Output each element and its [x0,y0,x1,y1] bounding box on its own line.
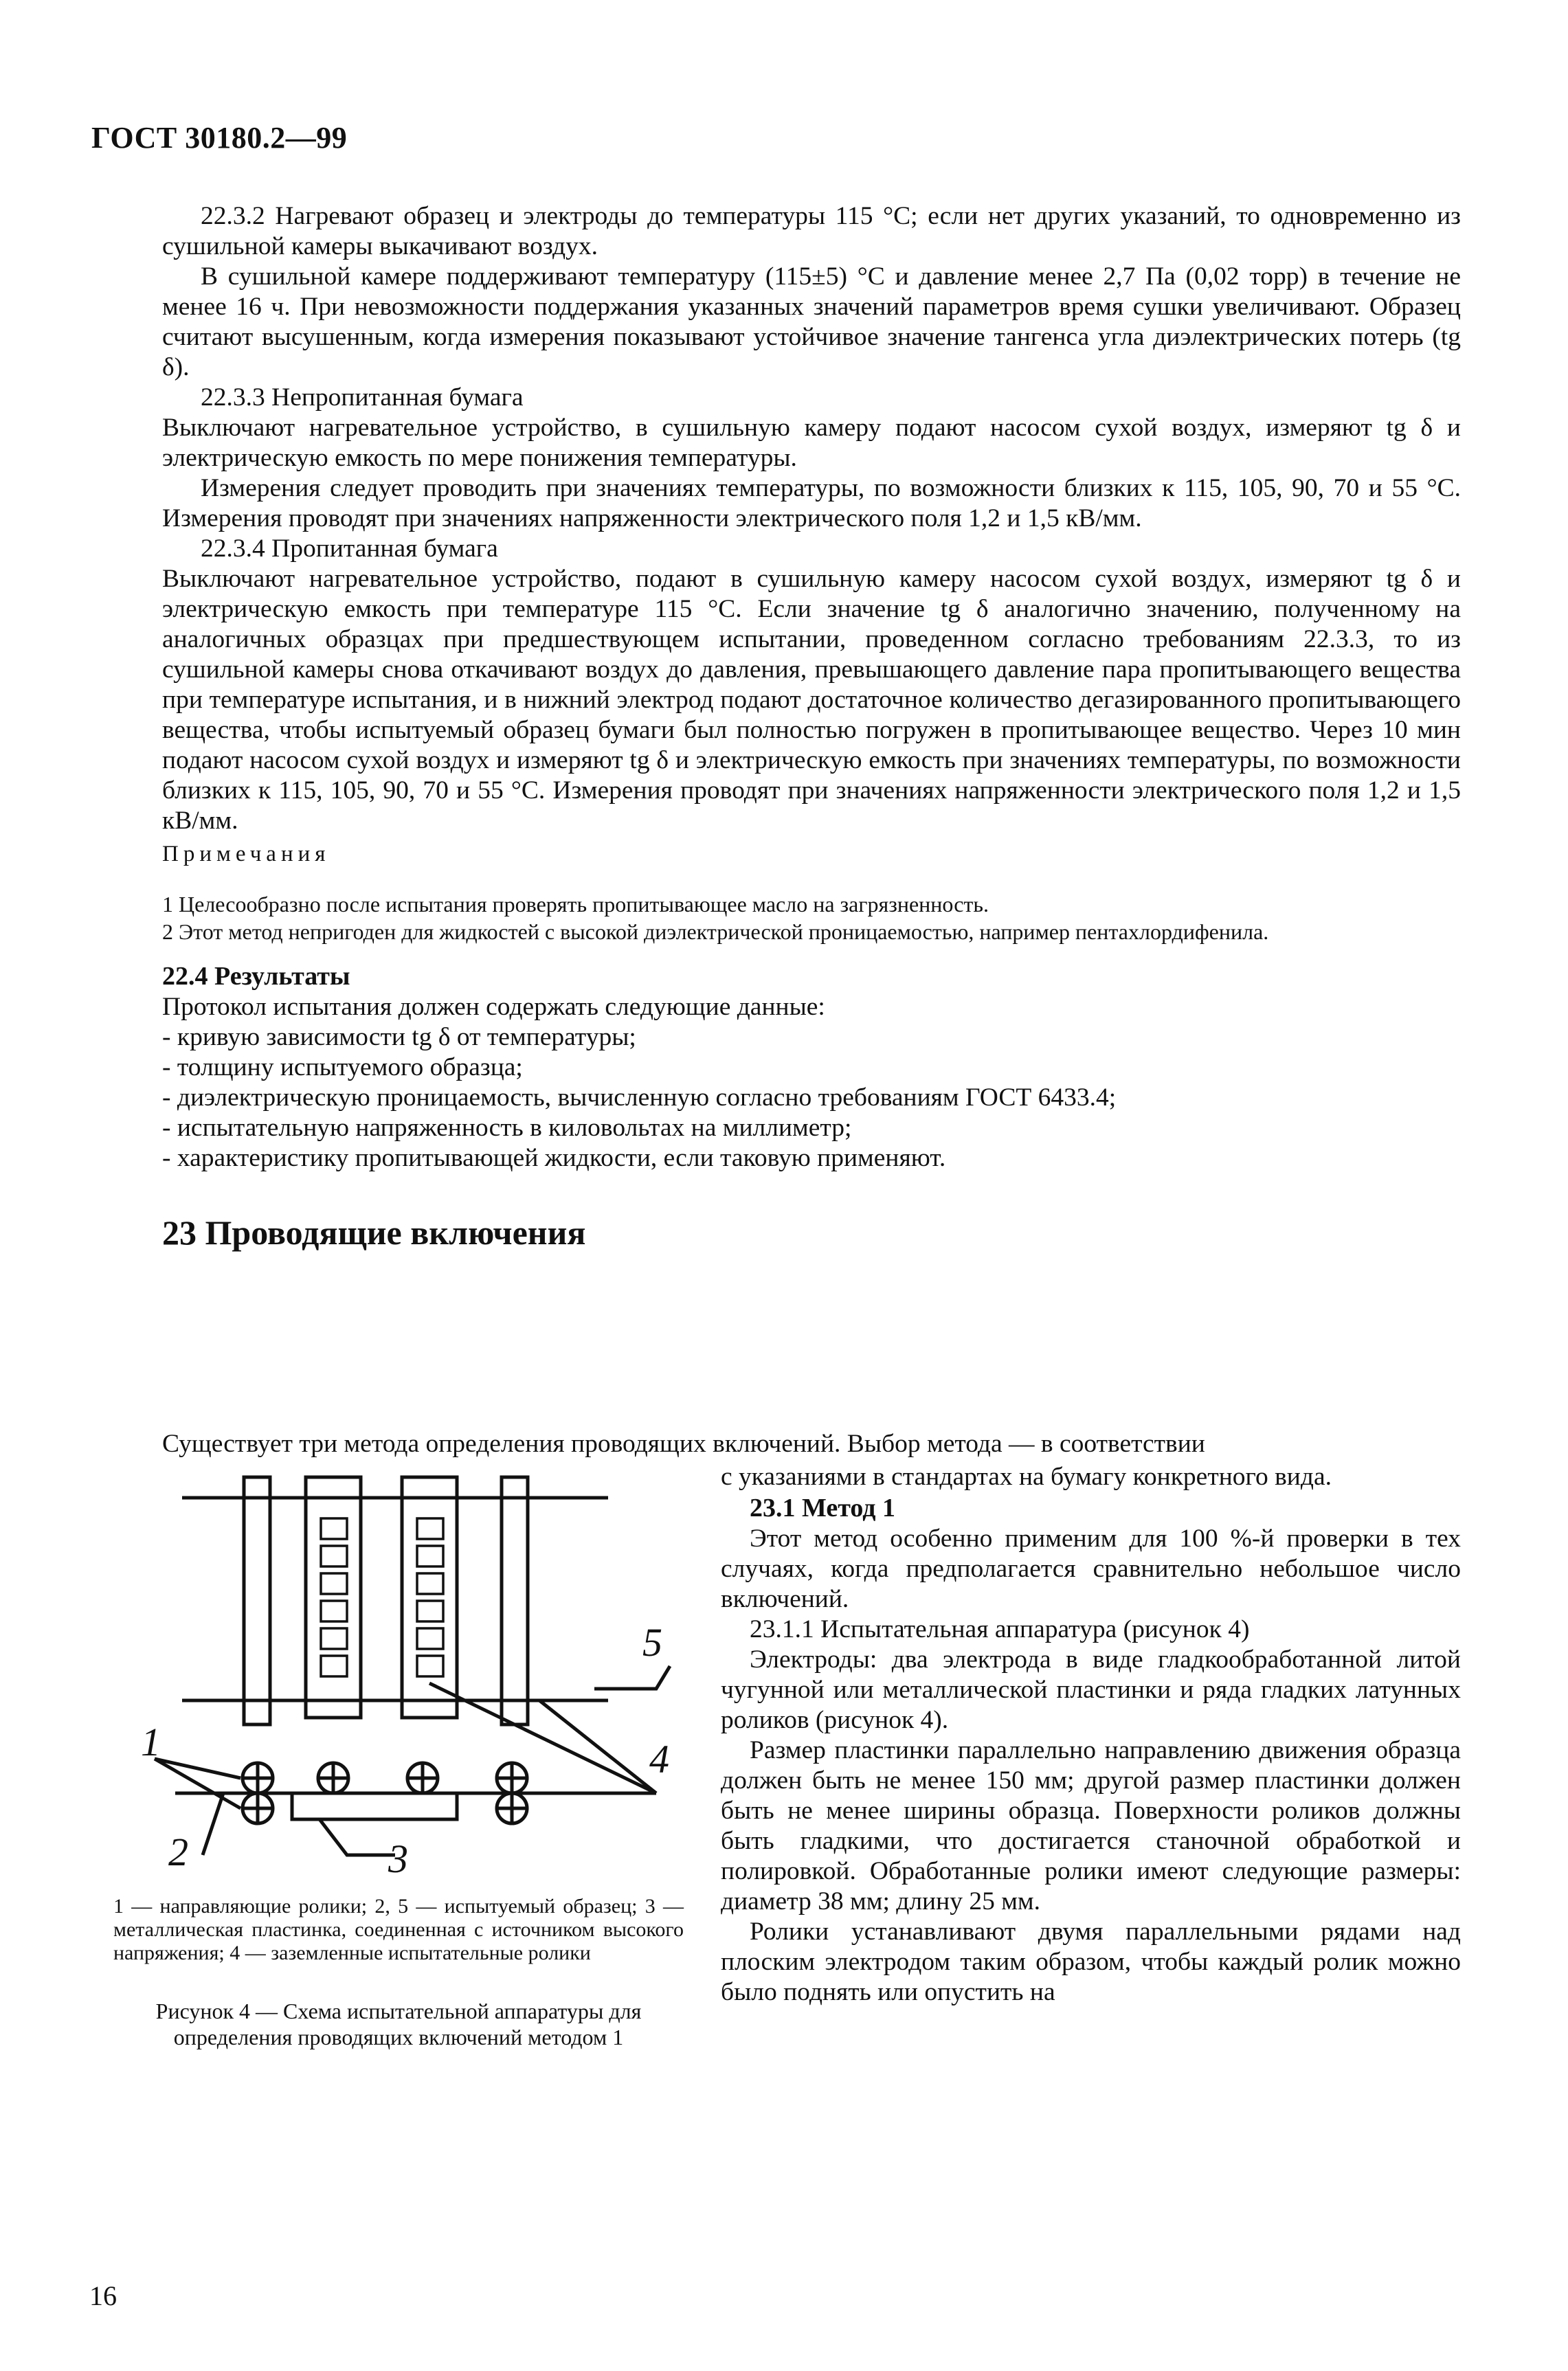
main-text [162,201,1461,1281]
section-heading: 23 Проводящие включения [162,1213,586,1252]
figure-4 [100,1470,697,2050]
paragraph: Электроды: два электрода в виде гладкообработанной литой чугунной или металлической пластинки и ряда гладких латунных роликов (рисунок 4). [721,1645,1461,1734]
label-4: 4 [649,1737,669,1782]
subsection-title: 22.3.3 Непропитанная бумага [201,383,524,412]
list-item: - кривую зависимости tg δ от температуры; [162,1023,636,1051]
paragraph: 22.3.2 Нагревают образец и электроды до температуры 115 °С; если нет других указаний, то одновременно из сушильной камеры выкачивают воздух. [162,202,1461,260]
results-heading: 22.4 Результаты [162,962,350,991]
paragraph: Размер пластинки параллельно направлению движения образца должен быть не менее 150 мм; другой размер пластинки должен быть не менее ширины образца. Поверхности роликов должны быть гладкими, что достигается станочной обработкой и полировкой. Обработанные ролики имеют следующие размеры: диаметр 38 мм; длину 25 мм. [721,1736,1461,1915]
figure-caption: Рисунок 4 — Схема испытательной аппаратуры для определения проводящих включений методом 1 [155,1999,642,2049]
paragraph: Этот метод особенно применим для 100 %-й проверки в тех случаях, когда предполагается сравнительно небольшое число включений. [721,1525,1461,1613]
roller-row [402,1477,457,1718]
note: 2 Этот метод непригоден для жидкостей с высокой диэлектрической проницаемостью, например пентахлордифенила. [162,919,1269,944]
notes-title: Примечания [162,842,331,866]
paragraph: Выключают нагревательное устройство, подают в сушильную камеру насосом сухой воздух, измеряют tg δ и электрическую емкость при температуре 115 °С. Если значение tg δ аналогично значению, полученному на аналогичных образцах при предшествующем испытании, проведенном согласно требованиям 22.3.3, то из сушильной камеры снова откачивают воздух до давления, превышающего давление пара пропитывающего вещества при температуре испытания, и в нижний электрод подают достаточное количество дегазированного пропитывающего вещества, чтобы испытуемый образец бумаги был полностью погружен в пропитывающее вещество. Через 10 мин подают насосом сухой воздух и измеряют tg δ и электрическую емкость при значениях температуры, по возможности близких к 115, 105, 90, 70 и 55 °С. Измерения проводят при значениях напряженности электрического поля 1,2 и 1,5 кВ/мм. [162,565,1461,835]
document-header: ГОСТ 30180.2—99 [91,121,348,155]
label-2: 2 [168,1830,188,1874]
metal-plate [292,1793,457,1819]
page-number: 16 [89,2280,117,2311]
leader-line [155,1759,240,1778]
label-3: 3 [388,1836,408,1876]
paragraph: Ролики устанавливают двумя параллельными рядами над плоским электродом таким образом, чтобы каждый ролик можно было поднять или опустить на [721,1918,1461,2006]
guide-bar [244,1477,270,1724]
section-intro [162,1429,1461,1459]
leader-line [320,1819,395,1855]
paragraph: 23.1.1 Испытательная аппаратура (рисунок 4) [750,1615,1250,1643]
apparatus-diagram [100,1470,697,1876]
label-5: 5 [642,1620,662,1665]
leader-line [594,1666,670,1689]
list-item: - характеристику пропитывающей жидкости, если таковую применяют. [162,1144,946,1172]
paragraph: Выключают нагревательное устройство, в сушильную камеру подают насосом сухой воздух, измеряют tg δ и электрическую емкость по мере понижения температуры. [162,414,1461,472]
roller-row [306,1477,361,1718]
leader-line [155,1759,240,1808]
figure-legend: 1 — направляющие ролики; 2, 5 — испытуемый образец; 3 — металлическая пластинка, соединенная с источником высокого напряжения; 4 — заземленные испытательные ролики [113,1895,684,1964]
subsection-title: 22.3.4 Пропитанная бумага [201,535,498,563]
list-item: - толщину испытуемого образца; [162,1053,523,1081]
intro-line: Существует три метода определения проводящих включений. Выбор метода — в соответствии [162,1430,1205,1458]
intro-line: с указаниями в стандартах на бумагу конкретного вида. [721,1463,1332,1491]
method-heading: 23.1 Метод 1 [750,1494,896,1522]
paragraph: Измерения следует проводить при значениях температуры, по возможности близких к 115, 105, 90, 70 и 55 °С. Измерения проводят при значениях напряженности электрического поля 1,2 и 1,5 кВ/мм. [162,474,1461,532]
paragraph: В сушильной камере поддерживают температуру (115±5) °С и давление менее 2,7 Па (0,02 торр) в течение не менее 16 ч. При невозможности поддержания указанных значений параметров время сушки увеличивают. Образец считают высушенным, когда измерения показывают устойчивое значение тангенса угла диэлектрических потерь (tg δ). [162,262,1461,381]
right-column [721,1462,1461,2008]
leader-line [203,1793,223,1855]
list-item: - диэлектрическую проницаемость, вычисленную согласно требованиям ГОСТ 6433.4; [162,1083,1117,1112]
label-1: 1 [141,1720,161,1764]
guide-bar [502,1477,528,1724]
list-item: - испытательную напряженность в киловольтах на миллиметр; [162,1114,852,1142]
roller-cells [321,1518,443,1676]
note: 1 Целесообразно после испытания проверять пропитывающее масло на загрязненность. [162,892,989,917]
results-intro: Протокол испытания должен содержать следующие данные: [162,993,825,1021]
